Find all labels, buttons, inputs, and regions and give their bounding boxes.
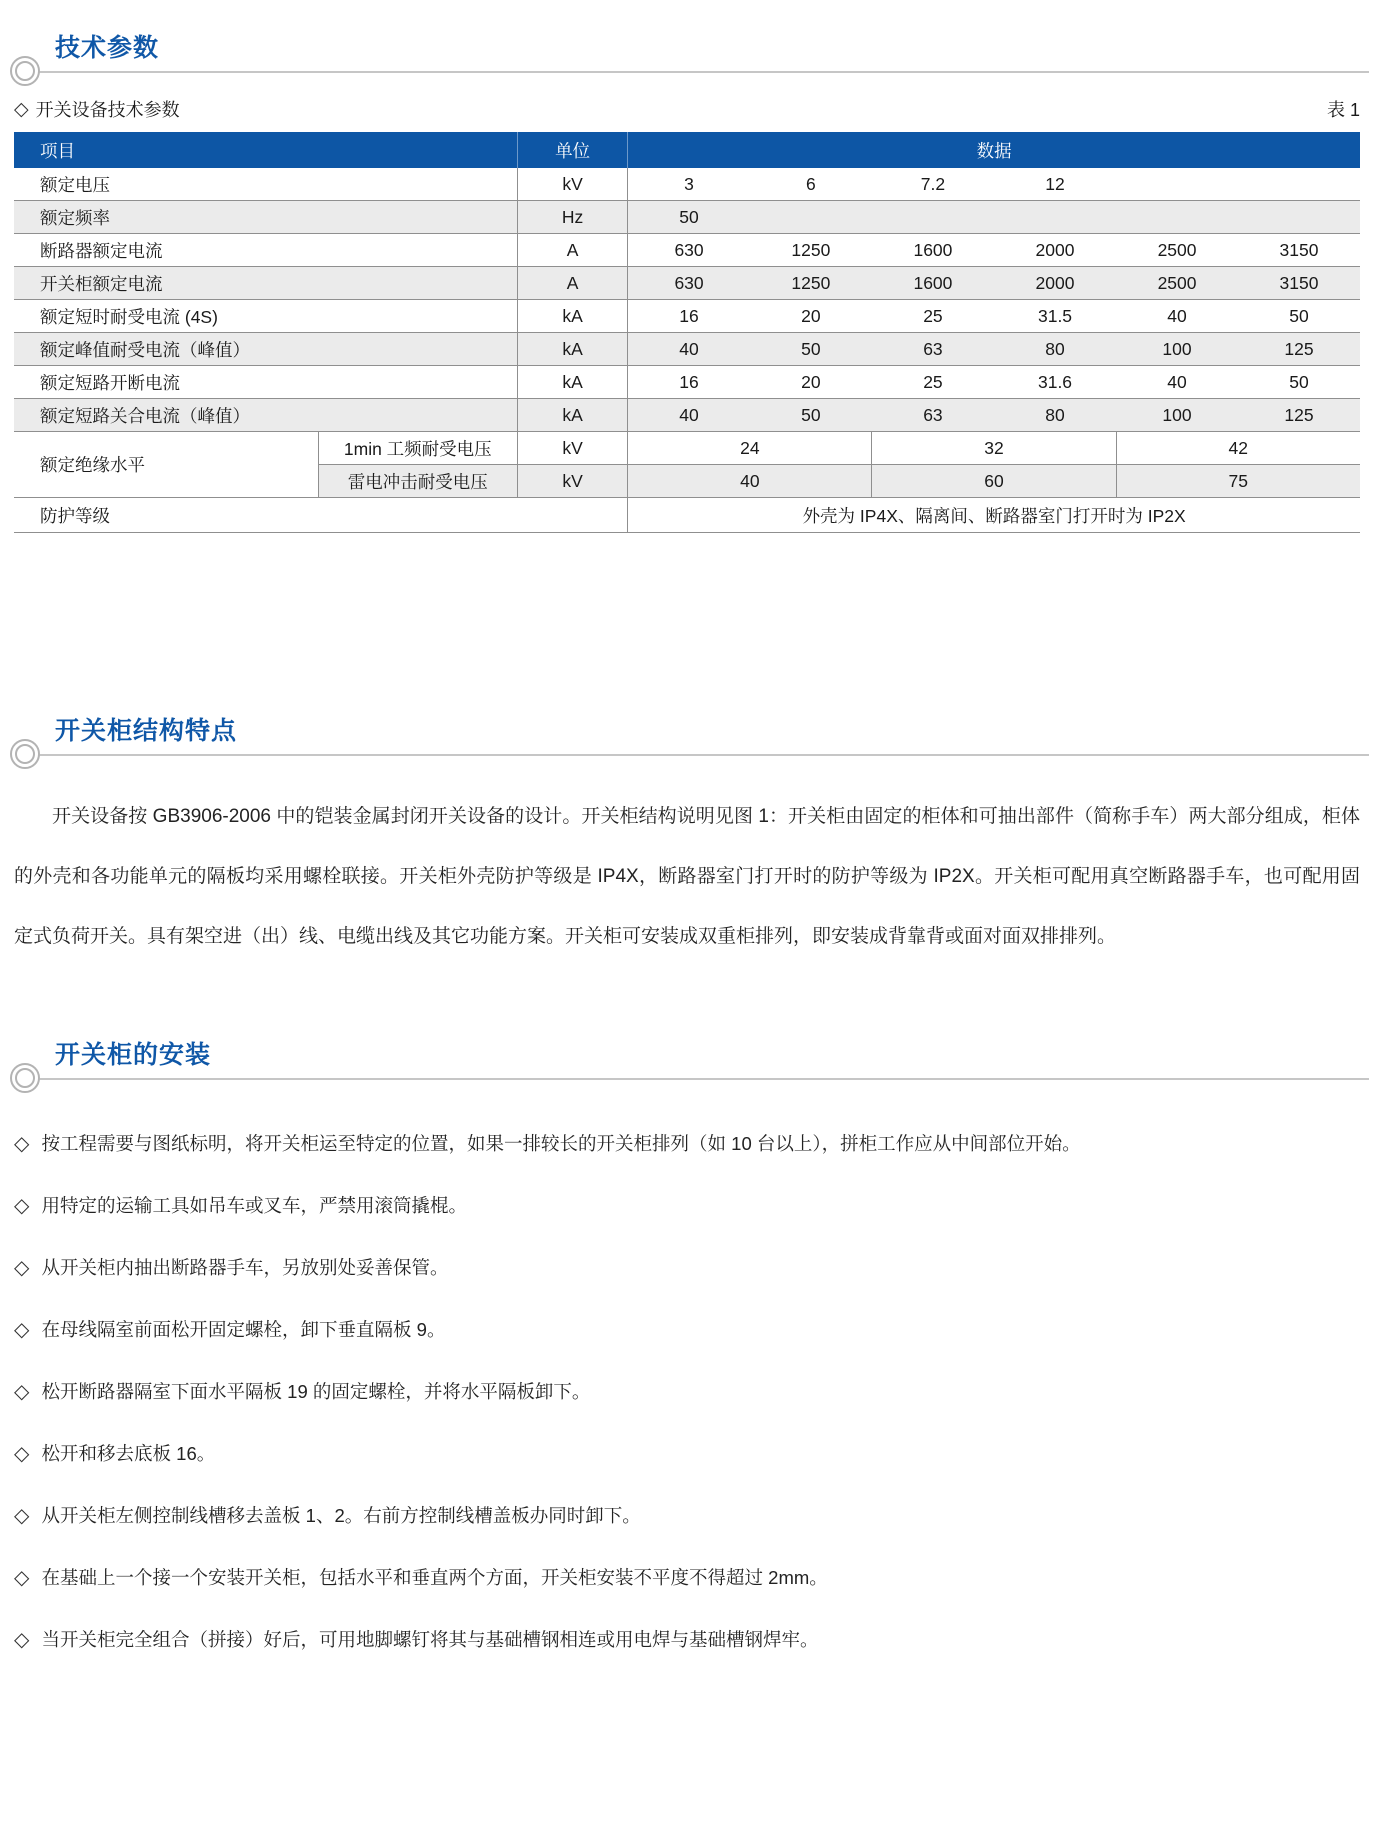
cell-unit: kA: [517, 333, 627, 366]
cell-unit: kA: [517, 366, 627, 399]
cell-value: 3: [628, 168, 750, 201]
list-item: [14, 1547, 1360, 1609]
cell-value: 50: [1238, 366, 1360, 399]
section-installation: [0, 1007, 1373, 1097]
cell-value: 12: [994, 168, 1116, 201]
diamond-bullet-icon: ◇: [14, 1505, 30, 1527]
cell-value: 630: [628, 267, 750, 300]
diamond-bullet-icon: ◇: [14, 1195, 30, 1217]
divider-line: [30, 71, 1369, 73]
cell-unit: kV: [517, 465, 627, 498]
cell-unit: kA: [517, 300, 627, 333]
cell-value: [994, 201, 1116, 234]
cell-item: 额定峰值耐受电流（峰值）: [14, 333, 517, 366]
list-item: [14, 1361, 1360, 1423]
section-structure-features: [0, 683, 1373, 773]
list-item: [14, 1175, 1360, 1237]
table-row-protection-degree: [14, 498, 1360, 533]
double-ring-icon: [10, 1063, 40, 1093]
diamond-bullet-icon: ◇: [14, 1443, 30, 1465]
cell-value: 40: [628, 333, 750, 366]
cell-unit: Hz: [517, 201, 627, 234]
cell-unit: A: [517, 267, 627, 300]
list-item-text: 在基础上一个接一个安装开关柜，包括水平和垂直两个方面，开关柜安装不平度不得超过 2mm。: [41, 1567, 828, 1588]
cell-item: 额定短时耐受电流 (4S): [14, 300, 517, 333]
diamond-bullet-icon: ◇: [14, 98, 29, 120]
cell-subitem: 1min 工频耐受电压: [318, 432, 517, 465]
cell-item: 断路器额定电流: [14, 234, 517, 267]
cell-value: [872, 201, 994, 234]
table-row-rated-voltage: [14, 168, 1360, 201]
diamond-bullet-icon: ◇: [14, 1381, 30, 1403]
cell-value: 6: [750, 168, 872, 201]
cell-value: 75: [1116, 465, 1360, 498]
cell-value: 60: [872, 465, 1116, 498]
cell-item-insulation: 额定绝缘水平: [14, 432, 318, 498]
list-item-text: 当开关柜完全组合（拼接）好后，可用地脚螺钉将其与基础槽钢相连或用电焊与基础槽钢焊牢。: [41, 1629, 819, 1650]
cell-item: 额定短路开断电流: [14, 366, 517, 399]
cell-value: 1600: [872, 234, 994, 267]
cell-value: 2000: [994, 267, 1116, 300]
cell-value: 40: [1116, 300, 1238, 333]
double-ring-icon: [10, 739, 40, 769]
table-number-label: 表 1: [1326, 100, 1360, 120]
cell-value: 32: [872, 432, 1116, 465]
column-header-data: 数据: [628, 132, 1360, 168]
cell-value: 1250: [750, 234, 872, 267]
cell-value: 16: [628, 366, 750, 399]
cell-value: 16: [628, 300, 750, 333]
column-header-item: 项目: [14, 132, 517, 168]
cell-value: 3150: [1238, 267, 1360, 300]
cell-value: 1600: [872, 267, 994, 300]
cell-item: 额定短路关合电流（峰值）: [14, 399, 517, 432]
list-item: [14, 1485, 1360, 1547]
cell-value: 63: [872, 333, 994, 366]
cell-value: 25: [872, 366, 994, 399]
table-row-breaking-current: [14, 366, 1360, 399]
table-subtitle-text: 开关设备技术参数: [35, 100, 180, 120]
cell-value: 125: [1238, 333, 1360, 366]
cell-value: [1238, 168, 1360, 201]
cell-item: 防护等级: [14, 498, 628, 533]
list-item-text: 在母线隔室前面松开固定螺栓，卸下垂直隔板 9。: [41, 1319, 446, 1340]
cell-value: [1116, 201, 1238, 234]
cell-protection-value: 外壳为 IP4X、隔离间、断路器室门打开时为 IP2X: [628, 498, 1360, 533]
cell-value: 50: [750, 399, 872, 432]
cell-value: 31.6: [994, 366, 1116, 399]
table-header-row: [14, 132, 1360, 168]
cell-value: 40: [628, 399, 750, 432]
table-caption-row: [14, 96, 1360, 122]
cell-value: 50: [1238, 300, 1360, 333]
installation-steps-list: [0, 1113, 1373, 1671]
table-subtitle: [14, 96, 180, 122]
table-row-cabinet-rated-current: [14, 267, 1360, 300]
diamond-bullet-icon: ◇: [14, 1133, 30, 1155]
cell-item: 开关柜额定电流: [14, 267, 517, 300]
cell-unit: kA: [517, 399, 627, 432]
list-item-text: 从开关柜内抽出断路器手车，另放别处妥善保管。: [41, 1257, 449, 1278]
cell-value: 2000: [994, 234, 1116, 267]
table-row-peak-withstand: [14, 333, 1360, 366]
cell-value: 100: [1116, 333, 1238, 366]
list-item-text: 松开和移去底板 16。: [41, 1443, 216, 1464]
cell-value: 42: [1116, 432, 1360, 465]
cell-value: 125: [1238, 399, 1360, 432]
cell-value: 24: [628, 432, 872, 465]
section-rule: [0, 54, 1373, 90]
list-item: [14, 1113, 1360, 1175]
section-rule: [0, 1061, 1373, 1097]
cell-value: 3150: [1238, 234, 1360, 267]
cell-value: 40: [628, 465, 872, 498]
list-item-text: 松开断路器隔室下面水平隔板 19 的固定螺栓，并将水平隔板卸下。: [41, 1381, 591, 1402]
section-rule: [0, 737, 1373, 773]
section-title-structure: 开关柜结构特点: [55, 717, 238, 745]
cell-value: [750, 201, 872, 234]
divider-line: [30, 754, 1369, 756]
technical-parameters-table: [14, 132, 1360, 533]
cell-value: [1116, 168, 1238, 201]
cell-value: 50: [750, 333, 872, 366]
diamond-bullet-icon: ◇: [14, 1319, 30, 1341]
cell-subitem: 雷电冲击耐受电压: [318, 465, 517, 498]
list-item-text: 从开关柜左侧控制线槽移去盖板 1、2。右前方控制线槽盖板办同时卸下。: [41, 1505, 641, 1526]
cell-value: 25: [872, 300, 994, 333]
cell-value: 2500: [1116, 267, 1238, 300]
cell-value: 80: [994, 399, 1116, 432]
diamond-bullet-icon: ◇: [14, 1257, 30, 1279]
cell-value: 20: [750, 300, 872, 333]
table-row-breaker-rated-current: [14, 234, 1360, 267]
table-row-making-current: [14, 399, 1360, 432]
diamond-bullet-icon: ◇: [14, 1629, 30, 1651]
cell-value: 7.2: [872, 168, 994, 201]
structure-paragraph: 开关设备按 GB3906-2006 中的铠装金属封闭开关设备的设计。开关柜结构说明见图 1：开关柜由固定的柜体和可抽出部件（简称手车）两大部分组成，柜体的外壳和各功能单元的隔板均采用螺栓联接。开关柜外壳防护等级是 IP4X，断路器室门打开时的防护等级为 IP2X。开关柜可配用真空断路器手车，也可配用固定式负荷开关。具有架空进（出）线、电缆出线及其它功能方案。开关柜可安装成双重柜排列，即安装成背靠背或面对面双排排列。: [14, 806, 1360, 947]
cell-unit: kV: [517, 168, 627, 201]
list-item-text: 按工程需要与图纸标明，将开关柜运至特定的位置，如果一排较长的开关柜排列（如 10 台以上），拼柜工作应从中间部位开始。: [41, 1133, 1081, 1154]
cell-value: 80: [994, 333, 1116, 366]
cell-value: 2500: [1116, 234, 1238, 267]
table-row-insulation-power-frequency: [14, 432, 1360, 465]
section-title-installation: 开关柜的安装: [55, 1041, 212, 1069]
cell-unit: kV: [517, 432, 627, 465]
diamond-bullet-icon: ◇: [14, 1567, 30, 1589]
cell-item: 额定电压: [14, 168, 517, 201]
cell-value: 31.5: [994, 300, 1116, 333]
table-row-rated-frequency: [14, 201, 1360, 234]
cell-value: 20: [750, 366, 872, 399]
list-item: [14, 1423, 1360, 1485]
cell-value: 630: [628, 234, 750, 267]
list-item-text: 用特定的运输工具如吊车或叉车，严禁用滚筒撬棍。: [41, 1195, 468, 1216]
column-header-unit: 单位: [517, 132, 627, 168]
cell-value: 100: [1116, 399, 1238, 432]
list-item: [14, 1237, 1360, 1299]
section-tech-params: [0, 0, 1373, 90]
cell-value: 1250: [750, 267, 872, 300]
list-item: [14, 1609, 1360, 1671]
table-row-short-time-withstand: [14, 300, 1360, 333]
section-title-tech-params: 技术参数: [55, 34, 160, 62]
cell-value: 50: [628, 201, 750, 234]
cell-unit: A: [517, 234, 627, 267]
double-ring-icon: [10, 56, 40, 86]
cell-item: 额定频率: [14, 201, 517, 234]
cell-value: [1238, 201, 1360, 234]
list-item: [14, 1299, 1360, 1361]
cell-value: 63: [872, 399, 994, 432]
divider-line: [30, 1078, 1369, 1080]
cell-value: 40: [1116, 366, 1238, 399]
